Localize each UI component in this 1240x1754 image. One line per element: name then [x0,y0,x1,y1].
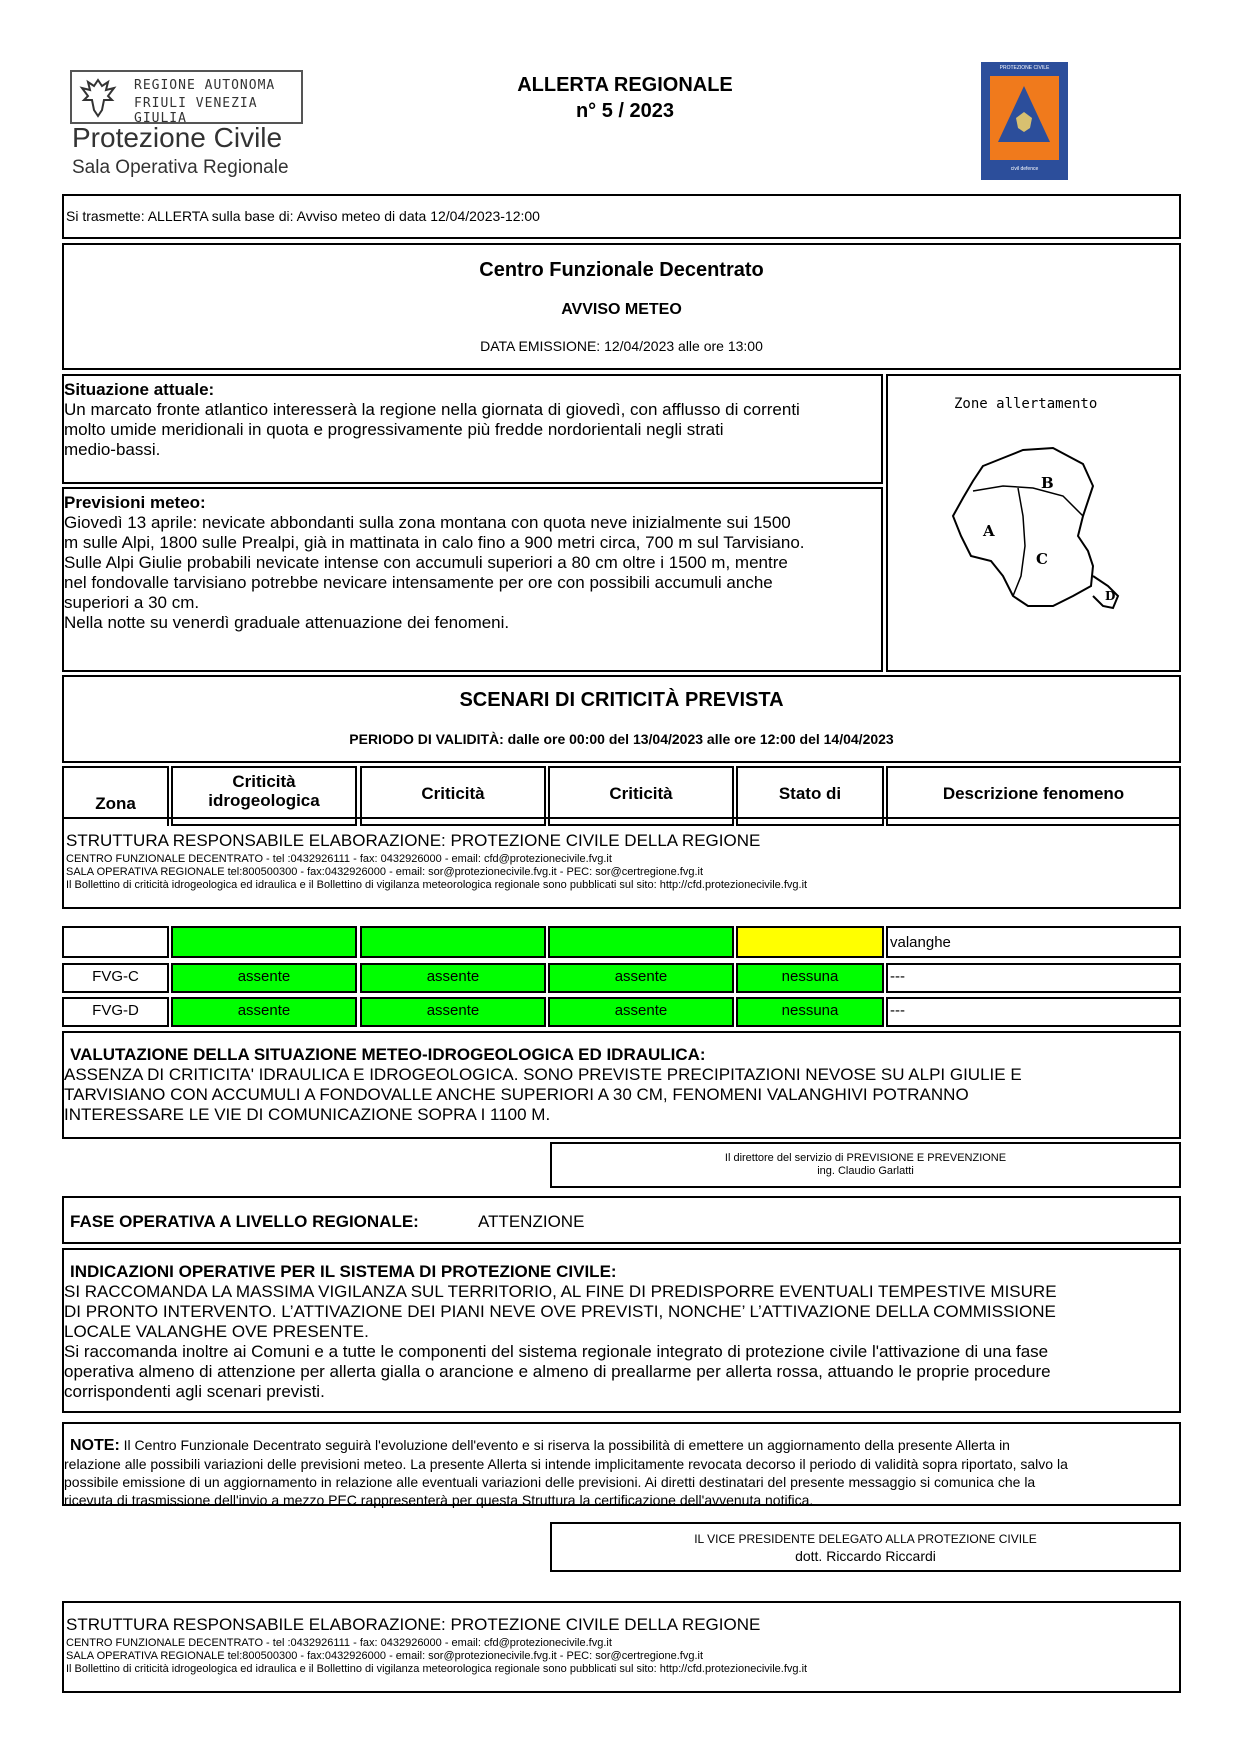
row-criticita-3: assente [548,963,734,993]
situazione-box [62,374,883,484]
previsioni-label: Previsioni meteo: [64,493,206,512]
row-zona: FVG-D [62,997,169,1027]
row-desc: --- [886,997,1181,1027]
vicepresidente-signature-box [550,1522,1181,1572]
civil-protection-emblem [981,62,1068,180]
vicepresidente-name: dott. Riccardo Riccardi [795,1548,936,1564]
zone-label-a: A [983,522,995,540]
footer-line-3: Il Bollettino di criticità idrogeologica ed idraulica e il Bollettino di vigilanza meteorologica regionale sono pubblicati sul sito: http://cfd.protezionecivile.fvg.it [66,1663,808,1675]
situazione-line: medio-bassi. [64,440,161,459]
previsioni-box [62,487,883,672]
vicepresidente-role: IL VICE PRESIDENTE DELEGATO ALLA PROTEZIONE CIVILE [694,1532,1037,1546]
situazione-label: Situazione attuale: [64,380,215,399]
note-line: possibile emissione di un aggiornamento in relazione alle eventuali variazioni delle previsioni. Ai diretti destinatari del presente messaggio si comunica che la [64,1474,1036,1490]
footer-title: STRUTTURA RESPONSABILE ELABORAZIONE: PROTEZIONE CIVILE DELLA REGIONE [66,1615,761,1634]
eagle-icon [78,76,118,120]
row-criticita-2: assente [360,997,546,1027]
th-zona: Zona [95,794,136,813]
scenari-periodo: PERIODO DI VALIDITÀ: dalle ore 00:00 del 13/04/2023 alle ore 12:00 del 14/04/2023 [349,731,894,747]
note-label: NOTE: [70,1437,120,1454]
row-stato: nessuna [736,997,884,1027]
partial-row-desc: valanghe [890,934,951,951]
valutazione-line: ASSENZA DI CRITICITA' IDRAULICA E IDROGEOLOGICA. SONO PREVISTE PRECIPITAZIONI NEVOSE SU ALPI GIULIE E [64,1065,1022,1084]
previsioni-line: m sulle Alpi, 1800 sulle Prealpi, già in mattinata in calo fino a 900 metri circa, 700 m sul Tarvisiano. [64,533,805,552]
indicazioni-line: SI RACCOMANDA LA MASSIMA VIGILANZA SUL TERRITORIO, AL FINE DI PREDISPORRE EVENTUALI TEMPESTIVE MISURE [64,1282,1057,1301]
note-line: relazione alle possibili variazioni delle previsioni meteo. La presente Allerta si intende implicitamente revocata decorso il periodo di validità sopra riportato, salvo la [64,1456,1068,1472]
valutazione-label: VALUTAZIONE DELLA SITUAZIONE METEO-IDROGEOLOGICA ED IDRAULICA: [70,1045,706,1064]
previsioni-line: Nella notte su venerdì graduale attenuazione dei fenomeni. [64,613,510,632]
previsioni-line: Giovedì 13 aprile: nevicate abbondanti sulla zona montana con quota neve inizialmente sui 1500 [64,513,791,532]
logo-line-1: REGIONE AUTONOMA [134,78,276,93]
direttore-signature-box [550,1142,1181,1188]
scenari-partial-row [0,934,1240,958]
indicazioni-line: Si raccomanda inoltre ai Comuni e a tutte le componenti del sistema regionale integrato di protezione civile l'attivazione di una fase [64,1342,1049,1361]
situazione-line: Un marcato fronte atlantico interesserà la regione nella giornata di giovedì, con afflusso di correnti [64,400,800,419]
indicazioni-line: corrispondenti agli scenari previsti. [64,1382,325,1401]
scenari-box [62,675,1181,763]
fase-label: FASE OPERATIVA A LIVELLO REGIONALE: [70,1212,419,1231]
indicazioni-line: DI PRONTO INTERVENTO. L’ATTIVAZIONE DEI PIANI NEVE OVE PREVISTI, NONCHE’ L’ATTIVAZIONE DELLA COMMISSIONE [64,1302,1056,1321]
zone-map [943,436,1143,636]
th-descrizione: Descrizione fenomeno [942,784,1125,803]
emblem-top-text: PROTEZIONE CIVILE [999,65,1050,71]
valutazione-line: INTERESSARE LE VIE DI COMUNICAZIONE SOPRA I 1100 M. [64,1105,551,1124]
civil-protection-triangle-icon [990,76,1059,160]
valutazione-line: TARVISIANO CON ACCUMULI A FONDOVALLE ANCHE SUPERIORI A 30 CM, FENOMENI VALANGHIVI POTRANNO [64,1085,969,1104]
valutazione-box [62,1031,1181,1139]
indicazioni-box [62,1248,1181,1413]
note-first-line: Il Centro Funzionale Decentrato seguirà l'evoluzione dell'evento e si riserva la possibilità di emettere un aggiornamento della presente Allerta in [123,1437,1010,1453]
row-criticita-2: assente [360,963,546,993]
transmission-text: Si trasmette: ALLERTA sulla base di: Avviso meteo di data 12/04/2023-12:00 [66,208,540,224]
zone-map-box [886,374,1181,672]
scenari-table-header [0,766,1240,813]
row-zona: FVG-C [62,963,169,993]
cfd-subtitle: AVVISO METEO [561,301,682,318]
footer-line-1: CENTRO FUNZIONALE DECENTRATO - tel :0432926111 - fax: 0432926000 - email: cfd@protezionecivile.fvg.it [66,853,612,865]
previsioni-line: superiori a 30 cm. [64,593,200,612]
emission-date: DATA EMISSIONE: 12/04/2023 alle ore 13:00 [480,338,763,354]
zone-label-d: D [1105,589,1116,603]
footer-box-1 [62,817,1181,909]
direttore-role: Il direttore del servizio di PREVISIONE E PREVENZIONE [724,1152,1007,1164]
fase-operativa-box [62,1196,1181,1244]
row-desc: --- [886,963,1181,993]
footer-line-3: Il Bollettino di criticità idrogeologica ed idraulica e il Bollettino di vigilanza meteorologica regionale sono pubblicati sul sito: http://cfd.protezionecivile.fvg.it [66,879,808,891]
th-criticita-3: Criticità [609,784,673,803]
indicazioni-line: operativa almeno di attenzione per allerta gialla o arancione e almeno di preallarme per allerta rossa, attuando le proprie procedure [64,1362,1051,1381]
situazione-line: molto umide meridionali in quota e progressivamente più fredde nordorientali negli strati [64,420,724,439]
row-criticita-idro: assente [171,963,357,993]
zone-label-b: B [1041,474,1054,492]
emblem-bottom-text: civil defence [1010,166,1039,172]
map-title: Zone allertamento [954,396,1098,412]
cfd-title: Centro Funzionale Decentrato [479,259,764,281]
row-criticita-idro: assente [171,997,357,1027]
indicazioni-label: INDICAZIONI OPERATIVE PER IL SISTEMA DI PROTEZIONE CIVILE: [70,1262,617,1281]
direttore-name: ing. Claudio Garlatti [817,1165,914,1177]
indicazioni-line: LOCALE VALANGHE OVE PRESENTE. [64,1322,369,1341]
previsioni-line: nel fondovalle tarvisiano potrebbe nevicare intensamente per ore con possibili accumuli anche [64,573,773,592]
note-box [62,1422,1181,1506]
th-idrogeologica: Criticità idrogeologica [208,772,320,810]
alert-number: n° 5 / 2023 [575,100,675,122]
row-criticita-3: assente [548,997,734,1027]
cfd-box [62,243,1181,370]
note-line: ricevuta di trasmissione dell'invio a mezzo PEC rappresenterà per questa Struttura la certificazione dell'avvenuta notifica. [64,1492,814,1508]
footer-line-1: CENTRO FUNZIONALE DECENTRATO - tel :0432926111 - fax: 0432926000 - email: cfd@protezionecivile.fvg.it [66,1637,612,1649]
logo-brand: Protezione Civile [72,122,283,153]
footer-line-2: SALA OPERATIVA REGIONALE tel:800500300 - fax:0432926000 - email: sor@protezionecivile.fvg.it - PEC: sor@certregione.fvg.it [66,1650,704,1662]
th-stato: Stato di [778,784,842,803]
logo-subbrand: Sala Operativa Regionale [72,157,289,178]
previsioni-line: Sulle Alpi Giulie probabili nevicate intense con accumuli superiori a 80 cm oltre i 1500 m, mentre [64,553,788,572]
region-logo [70,70,303,124]
th-criticita-2: Criticità [421,784,485,803]
fase-value: ATTENZIONE [478,1212,585,1231]
logo-line-2: FRIULI VENEZIA GIULIA [134,96,258,126]
footer-title: STRUTTURA RESPONSABILE ELABORAZIONE: PROTEZIONE CIVILE DELLA REGIONE [66,831,761,850]
page-title: ALLERTA REGIONALE [517,74,733,96]
footer-box-2 [62,1601,1181,1693]
row-stato: nessuna [736,963,884,993]
emblem-orange-field [990,76,1059,160]
footer-line-2: SALA OPERATIVA REGIONALE tel:800500300 - fax:0432926000 - email: sor@protezionecivile.fvg.it - PEC: sor@certregione.fvg.it [66,866,704,878]
zone-label-c: C [1036,550,1048,568]
scenari-title: SCENARI DI CRITICITÀ PREVISTA [459,689,784,711]
transmission-box [62,194,1181,239]
